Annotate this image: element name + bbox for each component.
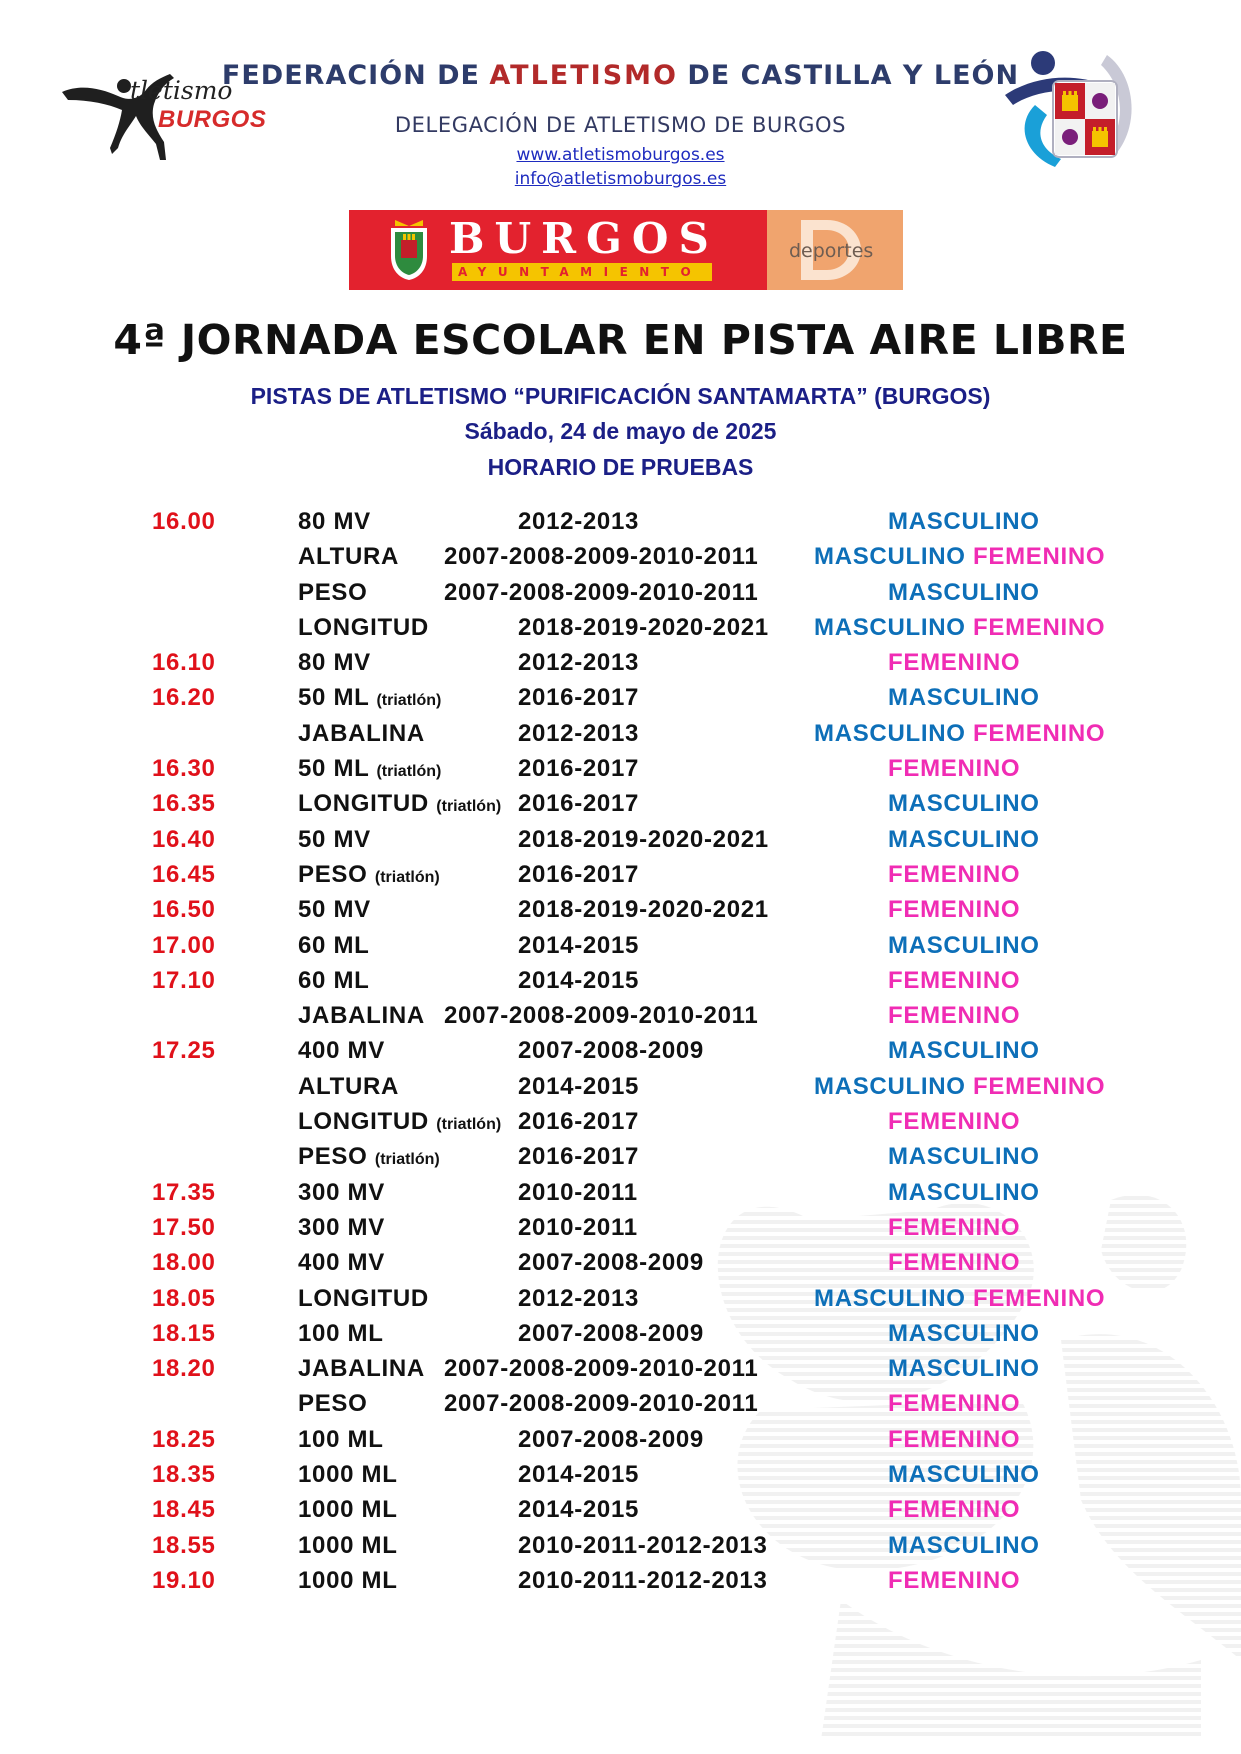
row-time: 16.00 <box>152 508 216 535</box>
category-femenino: FEMENINO <box>888 1496 1021 1524</box>
row-event-name: 100 ML <box>298 1425 384 1453</box>
row-years: 2007-2008-2009 <box>518 1249 704 1277</box>
category-femenino: FEMENINO <box>973 1284 1106 1312</box>
category-femenino: FEMENINO <box>888 896 1021 924</box>
row-years: 2016-2017 <box>518 1143 640 1171</box>
row-years: 2012-2013 <box>518 508 640 535</box>
deportes-text: deportes <box>789 240 874 262</box>
row-event-name: 400 MV <box>298 1249 385 1277</box>
row-time: 18.55 <box>152 1531 216 1559</box>
row-time: 17.10 <box>152 966 216 994</box>
row-event-name: 60 ML <box>298 931 370 959</box>
category-masculino: MASCULINO <box>814 1072 966 1100</box>
row-event <box>298 1532 398 1560</box>
schedule-row <box>0 1461 1241 1496</box>
row-event-name: 100 ML <box>298 1319 384 1347</box>
row-event-name: LONGITUD <box>298 613 429 641</box>
row-category <box>888 684 1040 712</box>
row-years: 2007-2008-2009-2010-2011 <box>444 1390 759 1418</box>
category-masculino: MASCULINO <box>888 790 1040 818</box>
row-event-note: (triatlón) <box>436 798 502 816</box>
row-category <box>888 1249 1020 1277</box>
row-years: 2007-2008-2009-2010-2011 <box>444 543 759 571</box>
schedule-row <box>0 614 1241 649</box>
row-time: 16.45 <box>152 860 216 888</box>
row-event <box>298 1390 368 1418</box>
category-masculino: MASCULINO <box>888 825 1040 853</box>
row-event <box>298 1249 385 1277</box>
schedule-row <box>0 1143 1241 1178</box>
row-event <box>298 1073 399 1101</box>
row-event <box>298 967 370 995</box>
row-event-name: LONGITUD <box>298 1284 429 1312</box>
category-masculino: MASCULINO <box>888 1037 1040 1065</box>
row-event-name: 50 MV <box>298 825 371 853</box>
row-category <box>888 1108 1020 1136</box>
row-time: 18.20 <box>152 1355 216 1383</box>
row-time: 18.05 <box>152 1284 216 1312</box>
category-femenino: FEMENINO <box>888 1213 1021 1241</box>
schedule-row <box>0 932 1241 967</box>
row-event <box>298 1108 501 1136</box>
banner-ayuntamiento-text: AYUNTAMIENTO <box>452 263 712 281</box>
category-masculino: MASCULINO <box>888 578 1040 606</box>
row-years: 2010-2011-2012-2013 <box>518 1566 768 1594</box>
row-category <box>888 1037 1040 1065</box>
row-event-note: (triatlón) <box>376 763 442 781</box>
row-category <box>888 1461 1040 1489</box>
logo-text-burgos: BURGOS <box>158 106 267 133</box>
row-event <box>298 543 399 571</box>
row-years: 2014-2015 <box>518 966 640 994</box>
schedule-list <box>0 508 1241 1602</box>
row-years: 2016-2017 <box>518 755 640 783</box>
schedule-row <box>0 1002 1241 1037</box>
row-event-name: 1000 ML <box>298 1496 398 1524</box>
federation-suffix: DE CASTILLA Y LEÓN <box>687 60 1020 91</box>
category-masculino: MASCULINO <box>888 508 1040 535</box>
row-category <box>888 1567 1020 1595</box>
schedule-row <box>0 1567 1241 1602</box>
row-event-name: PESO <box>298 1143 368 1171</box>
row-event-name: 50 ML <box>298 755 370 783</box>
row-event-name: 50 MV <box>298 896 371 924</box>
website-link[interactable]: www.atletismoburgos.es <box>516 145 725 165</box>
row-time: 18.25 <box>152 1425 216 1453</box>
row-years: 2014-2015 <box>518 1072 640 1100</box>
row-event-name: ALTURA <box>298 543 400 571</box>
row-years: 2014-2015 <box>518 1461 640 1489</box>
row-event <box>298 649 371 677</box>
category-femenino: FEMENINO <box>888 1390 1021 1418</box>
row-category <box>888 755 1020 783</box>
schedule-row <box>0 684 1241 719</box>
category-masculino: MASCULINO <box>888 684 1040 712</box>
schedule-heading: HORARIO DE PRUEBAS <box>487 454 754 480</box>
row-event <box>298 1002 425 1030</box>
category-femenino: FEMENINO <box>888 1002 1021 1030</box>
category-masculino: MASCULINO <box>888 1143 1040 1171</box>
category-masculino: MASCULINO <box>888 1319 1040 1347</box>
row-event-note: (triatlón) <box>374 868 440 886</box>
row-time: 16.50 <box>152 896 216 924</box>
ayuntamiento-deportes-banner <box>349 210 903 290</box>
federation-atletismo: ATLETISMO <box>489 60 678 91</box>
row-years: 2016-2017 <box>518 790 640 818</box>
row-category <box>888 649 1020 677</box>
row-category <box>888 790 1040 818</box>
category-femenino: FEMENINO <box>973 1072 1106 1100</box>
date-subtitle: Sábado, 24 de mayo de 2025 <box>464 418 777 444</box>
category-femenino: FEMENINO <box>888 1108 1021 1136</box>
row-category <box>888 896 1020 924</box>
row-event-name: 1000 ML <box>298 1531 398 1559</box>
row-event-name: 80 MV <box>298 649 371 677</box>
row-event-name: LONGITUD <box>298 790 429 818</box>
row-event-note: (triatlón) <box>436 1116 502 1134</box>
row-time: 18.45 <box>152 1496 216 1524</box>
schedule-row <box>0 1496 1241 1531</box>
schedule-row <box>0 861 1241 896</box>
schedule-row <box>0 967 1241 1002</box>
schedule-row <box>0 720 1241 755</box>
category-masculino: MASCULINO <box>814 543 966 571</box>
schedule-row <box>0 1532 1241 1567</box>
castilla-leon-federation-logo <box>995 45 1145 175</box>
row-event <box>298 1320 384 1348</box>
row-category <box>888 1496 1020 1524</box>
banner-city-text: BURGOS <box>449 214 719 263</box>
schedule-row <box>0 579 1241 614</box>
row-category <box>888 1355 1040 1383</box>
category-femenino: FEMENINO <box>973 543 1106 571</box>
category-femenino: FEMENINO <box>888 755 1021 783</box>
row-category <box>888 1143 1040 1171</box>
email-link[interactable]: info@atletismoburgos.es <box>514 169 727 189</box>
row-event <box>298 896 371 924</box>
row-event <box>298 508 371 536</box>
row-event-name: JABALINA <box>298 1355 425 1383</box>
schedule-row <box>0 1214 1241 1249</box>
row-years: 2007-2008-2009 <box>518 1425 704 1453</box>
row-time: 18.35 <box>152 1461 216 1489</box>
row-years: 2014-2015 <box>518 931 640 959</box>
row-category <box>888 1390 1020 1418</box>
row-event-name: PESO <box>298 1390 368 1418</box>
row-event-name: 60 ML <box>298 966 370 994</box>
row-time: 16.10 <box>152 649 216 677</box>
row-time: 16.30 <box>152 755 216 783</box>
city-crest-icon <box>387 218 431 282</box>
row-years: 2016-2017 <box>518 860 640 888</box>
row-event <box>298 720 425 748</box>
page-title: 4ª JORNADA ESCOLAR EN PISTA AIRE LIBRE <box>113 316 1128 364</box>
row-time: 16.35 <box>152 790 216 818</box>
row-category <box>888 932 1040 960</box>
row-years: 2018-2019-2020-2021 <box>518 613 769 641</box>
row-category <box>888 1320 1040 1348</box>
row-event <box>298 755 441 783</box>
row-event-name: JABALINA <box>298 1002 425 1030</box>
row-event-note: (triatlón) <box>376 692 442 710</box>
schedule-row <box>0 543 1241 578</box>
row-time: 18.15 <box>152 1319 216 1347</box>
delegation-title: DELEGACIÓN DE ATLETISMO DE BURGOS <box>394 113 847 137</box>
row-years: 2016-2017 <box>518 684 640 712</box>
row-years: 2012-2013 <box>518 719 640 747</box>
row-event <box>298 932 370 960</box>
row-category <box>814 1073 1105 1101</box>
schedule-row <box>0 1426 1241 1461</box>
ayuntamiento-panel <box>349 210 767 290</box>
row-years: 2012-2013 <box>518 1284 640 1312</box>
row-years: 2012-2013 <box>518 649 640 677</box>
row-years: 2007-2008-2009 <box>518 1037 704 1065</box>
row-years: 2007-2008-2009-2010-2011 <box>444 1002 759 1030</box>
row-years: 2007-2008-2009-2010-2011 <box>444 578 759 606</box>
row-category <box>888 1426 1020 1454</box>
category-femenino: FEMENINO <box>888 1566 1021 1594</box>
category-masculino: MASCULINO <box>888 1531 1040 1559</box>
category-femenino: FEMENINO <box>973 719 1106 747</box>
row-event <box>298 684 441 712</box>
category-masculino: MASCULINO <box>814 613 966 641</box>
row-event <box>298 1214 385 1242</box>
schedule-row <box>0 1073 1241 1108</box>
schedule-row <box>0 1179 1241 1214</box>
row-time: 17.50 <box>152 1213 216 1241</box>
row-event <box>298 1037 385 1065</box>
row-category <box>888 579 1040 607</box>
row-years: 2010-2011 <box>518 1178 638 1206</box>
row-event-note: (triatlón) <box>374 1151 440 1169</box>
row-event-name: 400 MV <box>298 1037 385 1065</box>
category-masculino: MASCULINO <box>888 1461 1040 1489</box>
federation-prefix: FEDERACIÓN DE <box>221 60 481 91</box>
row-event <box>298 1426 384 1454</box>
category-masculino: MASCULINO <box>888 931 1040 959</box>
row-event-name: PESO <box>298 578 368 606</box>
row-event-name: 50 ML <box>298 684 370 712</box>
category-masculino: MASCULINO <box>814 719 966 747</box>
category-femenino: FEMENINO <box>888 1249 1021 1277</box>
row-years: 2007-2008-2009-2010-2011 <box>444 1355 759 1383</box>
row-event-name: 300 MV <box>298 1213 385 1241</box>
row-time: 17.35 <box>152 1178 216 1206</box>
row-event-name: PESO <box>298 860 368 888</box>
row-category <box>888 508 1040 536</box>
row-category <box>888 1532 1040 1560</box>
row-years: 2010-2011-2012-2013 <box>518 1531 768 1559</box>
row-event-name: 1000 ML <box>298 1566 398 1594</box>
letterhead <box>0 0 1241 300</box>
row-time: 16.40 <box>152 825 216 853</box>
row-event <box>298 1179 385 1207</box>
category-femenino: FEMENINO <box>973 613 1106 641</box>
row-event-name: 1000 ML <box>298 1461 398 1489</box>
row-time: 18.00 <box>152 1249 216 1277</box>
schedule-row <box>0 790 1241 825</box>
row-years: 2016-2017 <box>518 1108 640 1136</box>
category-masculino: MASCULINO <box>814 1284 966 1312</box>
schedule-row <box>0 1355 1241 1390</box>
row-category <box>888 861 1020 889</box>
row-event <box>298 1285 429 1313</box>
row-event <box>298 1461 398 1489</box>
row-years: 2010-2011 <box>518 1213 638 1241</box>
category-masculino: MASCULINO <box>888 1355 1040 1383</box>
row-category <box>888 1002 1020 1030</box>
row-years: 2018-2019-2020-2021 <box>518 896 769 924</box>
row-event <box>298 1567 398 1595</box>
category-femenino: FEMENINO <box>888 1425 1021 1453</box>
schedule-row <box>0 1320 1241 1355</box>
row-event <box>298 614 429 642</box>
row-years: 2007-2008-2009 <box>518 1319 704 1347</box>
schedule-row <box>0 1285 1241 1320</box>
category-femenino: FEMENINO <box>888 966 1021 994</box>
row-years: 2018-2019-2020-2021 <box>518 825 769 853</box>
row-event-name: JABALINA <box>298 719 425 747</box>
schedule-row <box>0 896 1241 931</box>
schedule-row <box>0 1249 1241 1284</box>
logo-text-atletismo: tletismo <box>130 76 233 105</box>
row-event-name: 80 MV <box>298 508 371 535</box>
row-years: 2014-2015 <box>518 1496 640 1524</box>
row-time: 16.20 <box>152 684 216 712</box>
schedule-row <box>0 826 1241 861</box>
category-femenino: FEMENINO <box>888 649 1021 677</box>
row-category <box>814 614 1105 642</box>
row-event-name: ALTURA <box>298 1072 400 1100</box>
row-event-name: 300 MV <box>298 1178 385 1206</box>
row-event <box>298 861 440 889</box>
row-category <box>814 543 1105 571</box>
row-event <box>298 1496 398 1524</box>
row-time: 17.00 <box>152 931 216 959</box>
venue-subtitle: PISTAS DE ATLETISMO “PURIFICACIÓN SANTAMARTA” (BURGOS) <box>250 383 991 409</box>
row-event <box>298 579 368 607</box>
category-femenino: FEMENINO <box>888 860 1021 888</box>
row-event-name: LONGITUD <box>298 1108 429 1136</box>
row-time: 19.10 <box>152 1566 216 1594</box>
row-category <box>888 1179 1040 1207</box>
row-category <box>814 720 1105 748</box>
row-time: 17.25 <box>152 1037 216 1065</box>
row-event <box>298 1143 440 1171</box>
schedule-row <box>0 1037 1241 1072</box>
schedule-row <box>0 1390 1241 1425</box>
deportes-panel <box>767 210 903 290</box>
row-category <box>888 1214 1020 1242</box>
category-masculino: MASCULINO <box>888 1178 1040 1206</box>
row-category <box>888 826 1040 854</box>
row-event <box>298 790 501 818</box>
schedule-row <box>0 508 1241 543</box>
row-category <box>814 1285 1105 1313</box>
schedule-row <box>0 649 1241 684</box>
row-category <box>888 967 1020 995</box>
row-event <box>298 826 371 854</box>
schedule-row <box>0 755 1241 790</box>
schedule-row <box>0 1108 1241 1143</box>
row-event <box>298 1355 425 1383</box>
